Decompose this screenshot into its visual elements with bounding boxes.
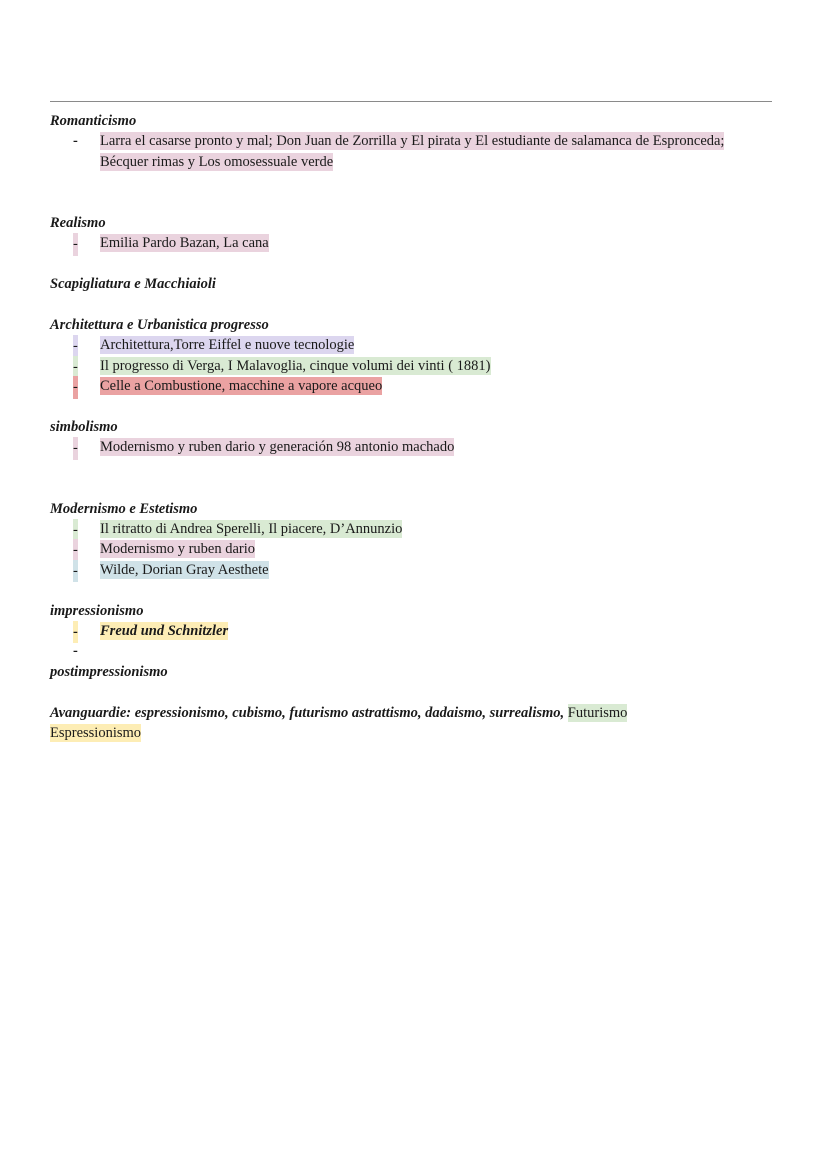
bullet-dash: - xyxy=(73,621,78,643)
bullet-dash: - xyxy=(73,437,78,459)
tag-espressionismo: Espressionismo xyxy=(50,725,142,742)
item-text: Il progresso di Verga, I Malavoglia, cinque volumi dei vinti ( 1881) xyxy=(100,357,491,374)
heading-realismo: Realismo xyxy=(50,215,106,231)
heading-avanguardie: Avanguardie: espressionismo, cubismo, futurismo astrattismo, dadaismo, surrealismo, xyxy=(50,704,565,721)
heading-impressionismo: impressionismo xyxy=(50,602,144,619)
heading-postimpressionismo: postimpressionismo xyxy=(50,663,168,680)
heading-modernismo: Modernismo e Estetismo xyxy=(50,500,198,517)
list-item xyxy=(50,376,774,396)
list-item-empty xyxy=(50,641,774,661)
item-text: Celle a Combustione, macchine a vapore acqueo xyxy=(100,378,383,395)
bullet-dash: - xyxy=(73,356,78,378)
list-item xyxy=(50,621,774,641)
bullet-dash: - xyxy=(73,560,78,582)
item-text: Freud und Schnitzler xyxy=(100,623,229,640)
list-item xyxy=(50,519,774,539)
bullet-dash: - xyxy=(73,335,78,357)
item-text: Wilde, Dorian Gray Aesthete xyxy=(100,561,269,578)
bullet-dash: - xyxy=(73,643,78,660)
avanguardie-paragraph xyxy=(50,703,774,744)
bullet-dash: - xyxy=(73,539,78,561)
list-item xyxy=(50,356,774,376)
top-divider xyxy=(50,101,772,102)
list-item xyxy=(50,131,774,172)
heading-simbolismo: simbolismo xyxy=(50,419,118,436)
item-text: Il ritratto di Andrea Sperelli, Il piacere, D’Annunzio xyxy=(100,521,403,538)
heading-scapigliatura: Scapigliatura e Macchiaioli xyxy=(50,276,216,293)
heading-architettura: Architettura e Urbanistica progresso xyxy=(50,317,269,333)
list-item xyxy=(50,539,774,559)
notes-content xyxy=(50,111,774,743)
tag-futurismo: Futurismo xyxy=(567,704,628,721)
item-text: Architettura,Torre Eiffel e nuove tecnologie xyxy=(100,337,355,354)
bullet-dash: - xyxy=(73,233,78,255)
item-text: Larra el casarse pronto y mal; Don Juan de Zorrilla y El pirata y El estudiante de salamanca de Espronceda; Bécquer rimas y Los omosessuale verde xyxy=(100,133,725,170)
bullet-dash: - xyxy=(73,133,78,150)
list-item xyxy=(50,437,774,457)
bullet-dash: - xyxy=(73,376,78,398)
bullet-dash: - xyxy=(73,519,78,541)
item-text: Modernismo y ruben dario y generación 98 antonio machado xyxy=(100,439,455,456)
heading-romanticismo: Romanticismo xyxy=(50,113,137,129)
item-text: Modernismo y ruben dario xyxy=(100,541,256,558)
list-item xyxy=(50,335,774,355)
item-text: Emilia Pardo Bazan, La cana xyxy=(100,235,269,252)
list-item xyxy=(50,560,774,580)
list-item xyxy=(50,233,774,253)
